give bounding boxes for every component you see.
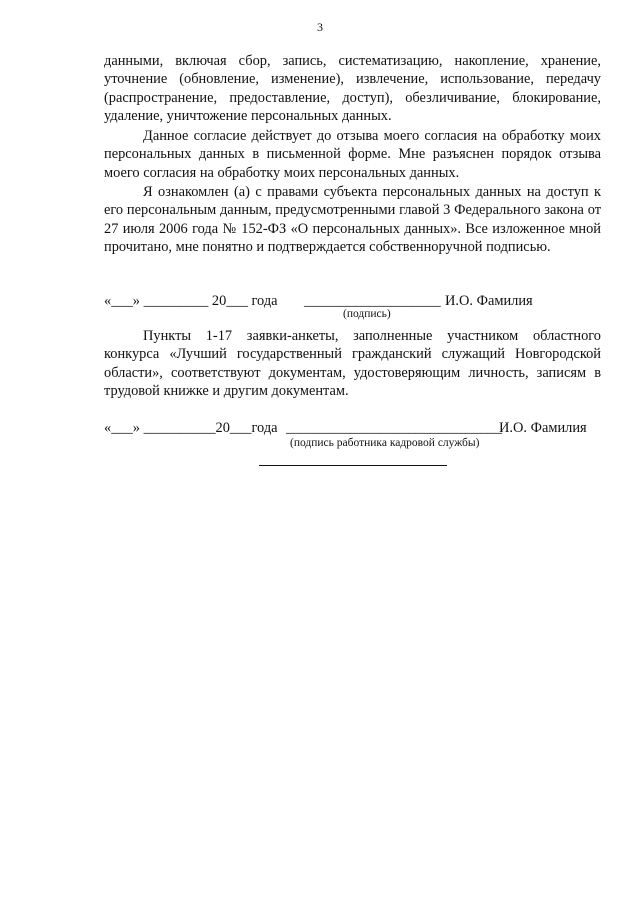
signature-blank: ___________________ xyxy=(304,293,441,309)
hr-signature-caption: (подпись работника кадровой службы) xyxy=(290,437,480,449)
signer-name: И.О. Фамилия xyxy=(445,293,533,309)
signature-caption: (подпись) xyxy=(343,308,391,320)
hr-signature-blank: ______________________________ xyxy=(286,420,502,436)
signature-date-line: «___» _________ 20___ года xyxy=(104,293,278,309)
closing-divider xyxy=(259,465,447,466)
consent-paragraph-1: данными, включая сбор, запись, систематизацию, накопление, хранение, уточнение (обновление, изменение), извлечение, использование, передачу (распространение, предоставление, доступ), обезличивание, блокирование, удаление, уничтожение персональных данных. xyxy=(104,53,601,125)
consent-paragraph-3: Я ознакомлен (а) с правами субъекта персональных данных на доступ к его персональным данным, предусмотренными главой 3 Федерального закона от 27 июля 2006 года № 152-ФЗ «О персональных данных». Все изложенное мной прочитано, мне понятно и подтверждается собственноручной подписью. xyxy=(104,184,601,256)
consent-paragraph-2: Данное согласие действует до отзыва моего согласия на обработку моих персональных данных в письменной форме. Мне разъяснен порядок отзыва моего согласия на обработку моих персональных данных. xyxy=(104,128,601,181)
page-number: 3 xyxy=(317,20,323,34)
hr-date-line: «___» __________20___года xyxy=(104,420,278,436)
verification-paragraph: Пункты 1-17 заявки-анкеты, заполненные участником областного конкурса «Лучший государственный гражданский служащий Новгородской области», соответствуют документам, удостоверяющим личность, записям в трудовой книжке и другим документам. xyxy=(104,328,601,400)
hr-signer-name: И.О. Фамилия xyxy=(499,420,587,436)
